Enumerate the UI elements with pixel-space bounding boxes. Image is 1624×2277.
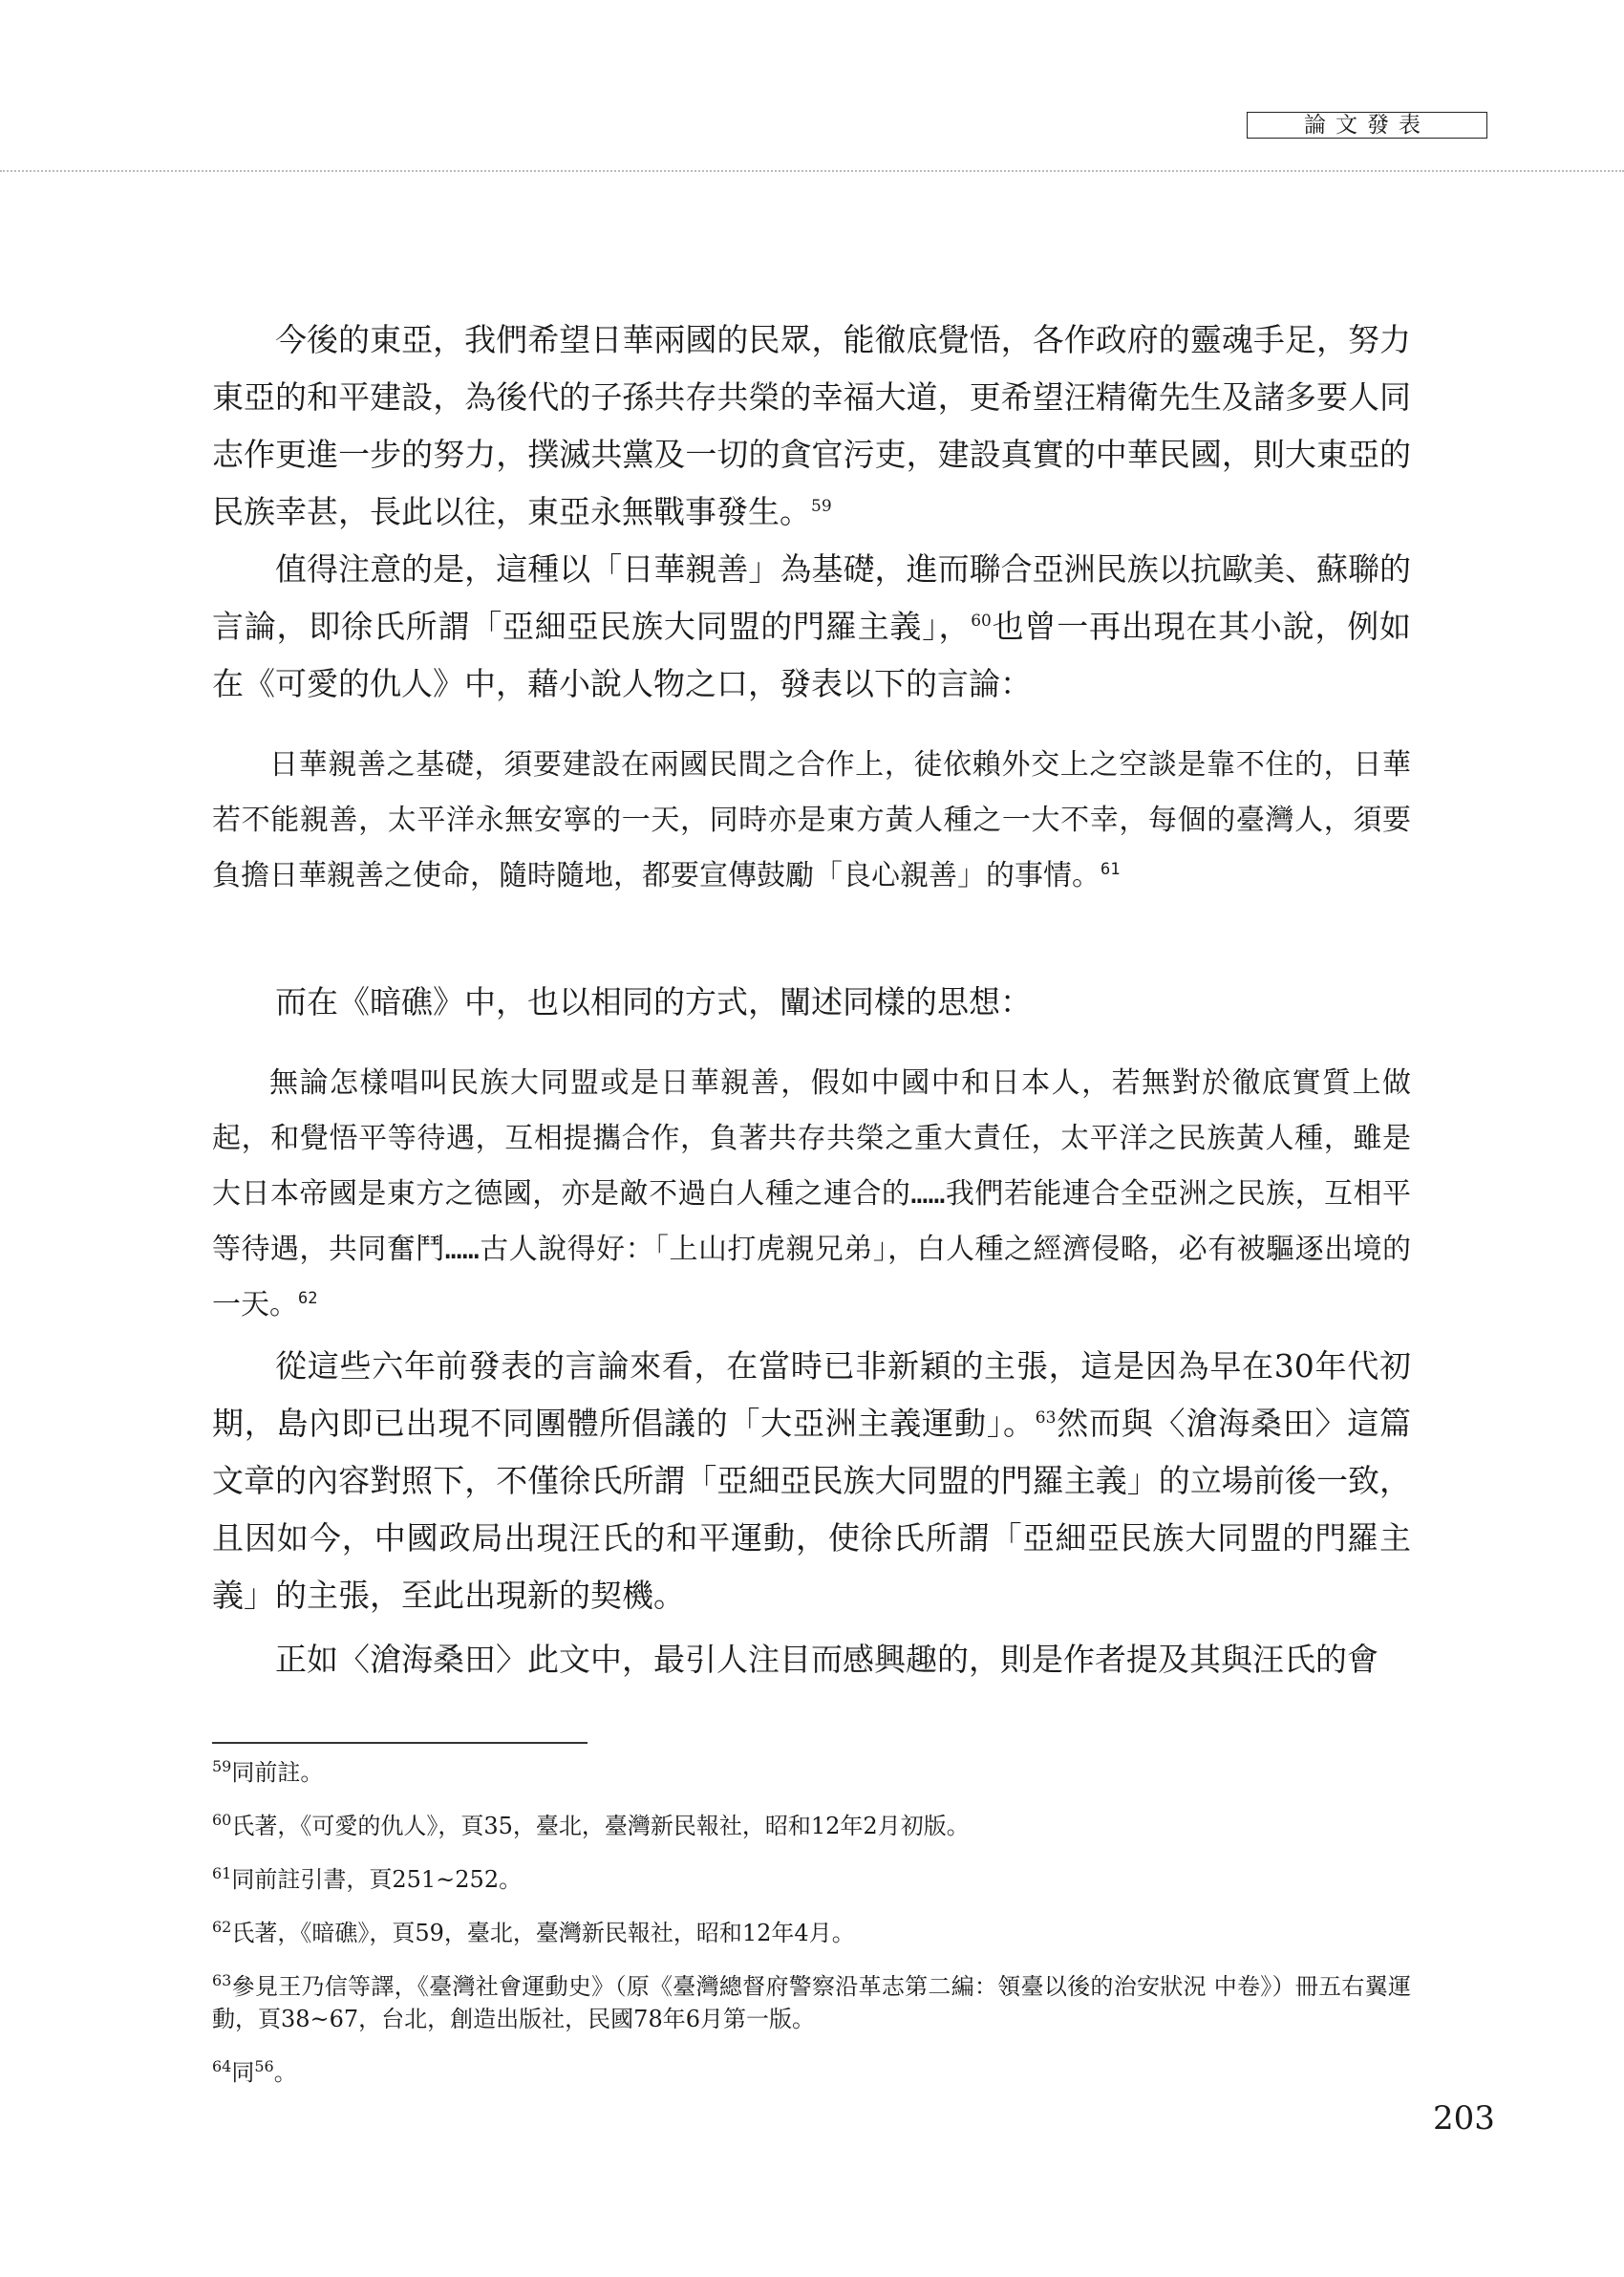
paragraph-1-text: 值得注意的是，這種以「日華親善」為基礎，進而聯合亞洲民族以抗歐美、蘇聯的言論，即徐氏所謂「亞細亞民族大同盟的門羅主義」，$^{60}$也曾一再出現在其小說，例如在《可愛的仇人》中，藉小說人物之口，發表以下的言論： — [212, 550, 1412, 702]
footnote-64: $^{64}$同$^{56}$。 — [212, 2057, 297, 2086]
block-quote-3 — [212, 1056, 1411, 1333]
quote-3-text: 無論怎樣唱叫民族大同盟或是日華親善，假如中國中和日本人，若無對於徹底實質上做起，和覺悟平等待遇，互相提攜合作，負著共存共榮之重大責任，太平洋之民族黃人種，雖是大日本帝國是東方之德國，亦是敵不過白人種之連合的……我們若能連合全亞洲之民族，互相平等待遇，共同奮鬥……古人說得好：「上山打虎親兄弟」，白人種之經濟侵略，必有被驅逐出境的一天。$^{62}$ — [212, 1066, 1411, 1321]
footnote-61: $^{61}$同前註引書，頁251~252。 — [212, 1864, 523, 1893]
block-quote-1 — [212, 311, 1411, 541]
footnote-divider — [212, 1742, 588, 1744]
paragraph-1 — [212, 541, 1411, 713]
paragraph-4-text: 正如〈滄海桑田〉此文中，最引人注目而感興趣的，則是作者提及其與汪氏的會 — [275, 1641, 1378, 1678]
footnotes — [212, 1756, 1411, 2110]
quote-1-text: 今後的東亞，我們希望日華兩國的民眾，能徹底覺悟，各作政府的靈魂手足，努力東亞的和平建設，為後代的子孫共存共榮的幸福大道，更希望汪精衛先生及諸多要人同志作更進一步的努力，撲滅共黨及一切的貪官污吏，建設真實的中華民國，則大東亞的民族幸甚，長此以往，東亞永無戰事發生。$^{59}$ — [212, 321, 1411, 530]
header-divider — [0, 170, 1624, 172]
paragraph-2-text: 而在《暗礁》中，也以相同的方式，闡述同樣的思想： — [275, 983, 1032, 1020]
footnote-ref-62[interactable]: 62 — [298, 1289, 318, 1308]
paragraph-4 — [212, 1631, 1411, 1688]
footnote-60: $^{60}$氏著，《可愛的仇人》，頁35，臺北，臺灣新民報社，昭和12年2月初版。 — [212, 1811, 970, 1839]
page-number: 203 — [1433, 2099, 1495, 2137]
block-quote-2 — [212, 738, 1411, 904]
paragraph-2 — [212, 974, 1411, 1031]
footnote-59: $^{59}$同前註。 — [212, 1757, 324, 1786]
paragraph-3-text: 從這些六年前發表的言論來看，在當時已非新穎的主張，這是因為早在30年代初期，島內即已出現不同團體所倡議的「大亞洲主義運動」。$^{63}$然而與〈滄海桑田〉這篇文章的內容對照下，不僅徐氏所謂「亞細亞民族大同盟的門羅主義」的立場前後一致，且因如今，中國政局出現汪氏的和平運動，使徐氏所謂「亞細亞民族大同盟的門羅主義」的主張，至此出現新的契機。 — [212, 1347, 1412, 1614]
section-title: 論文發表 — [1304, 113, 1430, 138]
footnote-63: $^{63}$參見王乃信等譯，《臺灣社會運動史》（原《臺灣總督府警察沿革志第二編：領臺以後的治安狀況 中卷》）冊五右翼運動，頁38~67，台北，創造出版社，民國78年6月第一版。 — [212, 1971, 1411, 2032]
footnote-ref-60[interactable]: 60 — [971, 612, 992, 631]
footnote-ref-59[interactable]: 59 — [811, 497, 832, 516]
footnote-ref-63[interactable]: 63 — [1035, 1408, 1057, 1428]
section-title-box — [1247, 112, 1487, 139]
paragraph-3 — [212, 1338, 1411, 1624]
quote-2-text: 日華親善之基礎，須要建設在兩國民間之合作上，徒依賴外交上之空談是靠不住的，日華若不能親善，太平洋永無安寧的一天，同時亦是東方黃人種之一大不幸，每個的臺灣人，須要負擔日華親善之使命，隨時隨地，都要宣傳鼓勵「良心親善」的事情。$^{61}$ — [212, 748, 1411, 892]
footnote-ref-61[interactable]: 61 — [1100, 860, 1121, 879]
footnote-62: $^{62}$氏著，《暗礁》，頁59，臺北，臺灣新民報社，昭和12年4月。 — [212, 1918, 855, 1946]
